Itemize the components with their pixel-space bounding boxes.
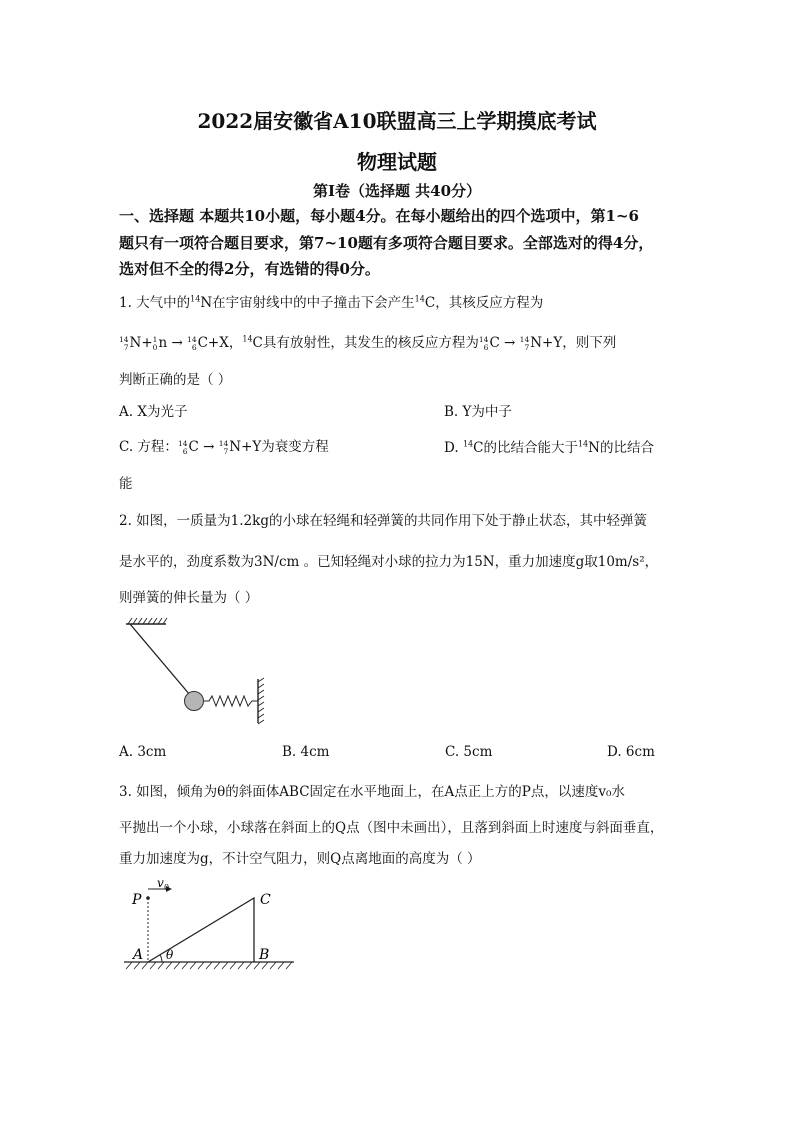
point-p — [146, 896, 150, 900]
q2-option-d[interactable]: D. 6cm — [607, 744, 655, 760]
section-instruction-line-2: 题只有一项符合题目要求，第7~10题有多项符合题目要求。全部选对的得4分， — [119, 234, 654, 252]
part-heading: 第Ⅰ卷（选择题 共40分） — [312, 182, 482, 200]
q3-stem-line-1: 3. 如图，倾角为θ的斜面体ABC固定在水平地面上，在A点正上方的P点，以速度v₀水 — [119, 784, 625, 800]
q1-option-c[interactable]: C. 方程： 14 6 C → 14 7 N+Y为衰变方程 — [119, 438, 329, 456]
q2-option-b[interactable]: B. 4cm — [282, 744, 330, 760]
q1-option-a[interactable]: A. X为光子 — [119, 404, 188, 420]
q2-option-c[interactable]: C. 5cm — [445, 744, 493, 760]
label-a: A — [133, 947, 144, 963]
label-p: P — [132, 892, 142, 908]
q3-stem-line-2: 平抛出一个小球，小球落在斜面上的Q点（图中未画出），且落到斜面上时速度与斜面垂直， — [119, 820, 664, 836]
q2-figure-rope-spring — [120, 615, 280, 730]
exam-title: 2022届安徽省A10联盟高三上学期摸底考试 — [197, 109, 597, 133]
subject-title: 物理试题 — [357, 150, 437, 174]
ceiling-support — [126, 618, 167, 624]
incline-abc — [148, 898, 254, 962]
q1-stem-line-3: 判断正确的是（ ） — [119, 372, 232, 388]
q2-stem-line-1: 2. 如图，一质量为1.2kg的小球在轻绳和轻弹簧的共同作用下处于静止状态，其中轻弹簧 — [119, 513, 647, 529]
light-spring — [204, 696, 258, 706]
light-rope — [130, 624, 190, 695]
q3-stem-line-3: 重力加速度为g，不计空气阻力，则Q点离地面的高度为（ ） — [119, 851, 481, 867]
wall-support — [258, 678, 264, 724]
q1-stem-line-1: 1. 大气中的$^{14}$N在宇宙射线中的中子撞击下会产生$^{14}$C，其核反应方程为 — [119, 294, 544, 311]
label-v-subscript: 0 — [164, 883, 170, 892]
q1-stem-line-2: 14 7 N+ 1 0 n → 14 6 C+X，$^{14}$C具有放射性，其发生的核反应方程为 14 6 C → 14 7 N+Y，则下列 — [119, 334, 617, 352]
q1-option-d[interactable]: D. $^{14}$C的比结合能大于$^{14}$N的比结合 — [444, 439, 654, 456]
ground — [124, 962, 294, 969]
q2-stem-line-2: 是水平的，劲度系数为3N/cm 。已知轻绳对小球的拉力为15N，重力加速度g取10m/s²， — [119, 554, 659, 570]
angle-arc — [160, 955, 162, 962]
q2-option-a[interactable]: A. 3cm — [119, 744, 167, 760]
q3-figure-incline — [122, 878, 302, 973]
section-instruction-line-3: 选对但不全的得2分，有选错的得0分。 — [119, 260, 380, 278]
label-c: C — [260, 892, 271, 908]
ball — [185, 692, 204, 711]
q1-option-b[interactable]: B. Y为中子 — [444, 404, 512, 420]
section-instruction-line-1: 一、选择题 本题共10小题，每小题4分。在每小题给出的四个选项中，第1~6 — [119, 207, 639, 225]
label-theta: θ — [166, 948, 174, 962]
label-b: B — [259, 947, 270, 963]
q2-stem-line-3: 则弹簧的伸长量为（ ） — [119, 590, 259, 606]
q1-option-d-continued: 能 — [119, 476, 133, 492]
label-v: v — [157, 878, 164, 890]
